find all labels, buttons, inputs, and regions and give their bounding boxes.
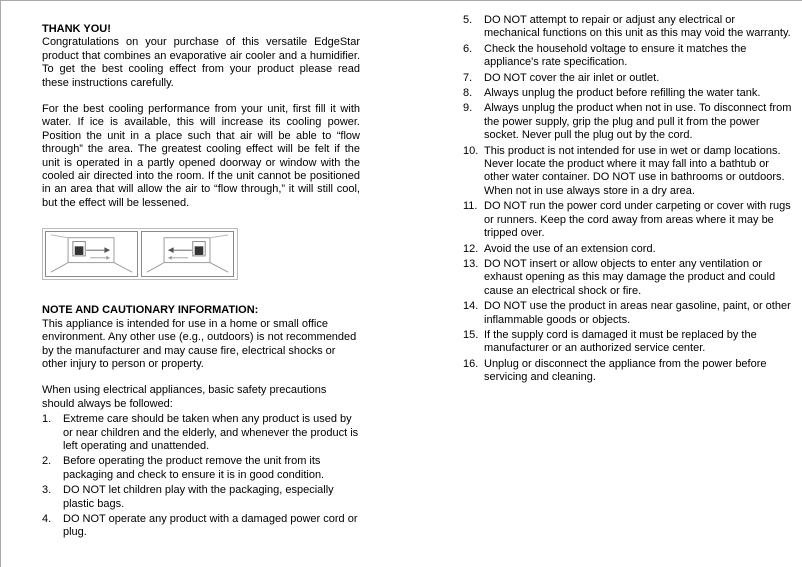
safety-item-4 [42,513,360,540]
safety-item-text: DO NOT insert or allow objects to enter any ventilation or exhaust opening as this may damage the product and could cause an electrical shock or fire. [484,257,776,297]
safety-item-2 [42,455,360,482]
safety-item-number: 13. [463,257,479,270]
safety-item-number: 6. [463,42,473,55]
safety-item-text: If the supply cord is damaged it must be replaced by the manufacturer or an authorized service center. [484,328,757,355]
precautions-intro: When using electrical appliances, basic safety precautions should always be followed: [42,384,327,410]
safety-item-text: DO NOT use the product in areas near gasoline, paint, or other inflammable goods or objects. [484,300,791,326]
safety-item-11 [463,200,793,240]
safety-item-number: 1. [42,413,52,426]
safety-item-5 [463,14,793,41]
safety-item-text: Unplug or disconnect the appliance from the power before servicing and cleaning. [484,357,767,384]
safety-item-number: 16. [463,357,479,370]
airflow-diagram-b-icon [141,231,234,277]
safety-list-1-4 [42,413,360,540]
left-column [42,23,360,542]
safety-item-number: 3. [42,484,52,497]
safety-item-13 [463,258,793,298]
safety-item-text: DO NOT cover the air inlet or outlet. [484,71,660,84]
safety-item-text: Always unplug the product when not in use. To disconnect from the power supply, grip the plug and pull it from the power socket. Never pull the plug out by the cord. [484,102,792,142]
safety-item-number: 5. [463,14,473,26]
safety-item-6 [463,43,793,70]
safety-item-15 [463,329,793,356]
safety-item-text: DO NOT attempt to repair or adjust any electrical or mechanical functions on this unit as this may void the warranty. [484,14,791,40]
thank-you-heading: THANK YOU! [42,23,111,35]
cooling-performance-paragraph: For the best cooling performance from your unit, first fill it with water. If ice is available, this will increase its cooling power. Position the unit in a place such that air will be able to “flow through” the area. The greatest cooling effect will be felt if the unit is operated in a partly opened doorway or window with the cooled air directed into the room. If the unit cannot be positioned in an area that will allow the air to “flow through,” it will still cool, but the effect will be lessened. [42,103,360,209]
safety-item-text: Before operating the product remove the unit from its packaging and check to ensure it is in good condition. [63,455,325,481]
note-paragraph: This appliance is intended for use in a home or small office environment. Any other use (e.g., outdoors) is not recommended by the manufacturer and may cause fire, electrical shocks or other injury to person or property. [42,317,357,370]
safety-item-text: This product is not intended for use in wet or damp locations. Never locate the product where it may fall into a bathtub or other water container. DO NOT use in bathrooms or outdoors. When not in use always store in a dry area. [484,144,785,197]
note-heading: NOTE AND CAUTIONARY INFORMATION: [42,304,259,317]
safety-item-number: 9. [463,102,473,115]
safety-item-text: Check the household voltage to ensure it matches the appliance's rate specification. [484,42,747,69]
safety-item-14 [463,300,793,327]
safety-item-text: Always unplug the product before refilling the water tank. [484,87,761,100]
safety-item-text: DO NOT run the power cord under carpeting or cover with rugs or runners. Keep the cord away from areas where it may be tripped over. [484,200,791,240]
safety-item-number: 10. [463,144,479,157]
airflow-placement-figure [42,228,238,280]
safety-item-number: 2. [42,455,52,468]
safety-item-3 [42,484,360,511]
safety-item-text: DO NOT operate any product with a damaged power cord or plug. [63,512,358,539]
right-column [463,12,793,387]
safety-item-8 [463,87,793,100]
safety-item-text: Avoid the use of an extension cord. [484,242,656,255]
safety-item-number: 11. [463,200,478,213]
safety-item-text: DO NOT let children play with the packaging, especially plastic bags. [63,484,334,510]
safety-item-16 [463,358,793,385]
safety-item-number: 15. [463,328,479,341]
safety-item-number: 7. [463,71,473,84]
safety-item-10 [463,145,793,199]
safety-item-number: 4. [42,512,52,525]
safety-item-number: 14. [463,300,479,313]
safety-list-5-16 [463,14,793,385]
safety-item-text: Extreme care should be taken when any product is used by or near children and the elderly, and whenever the product is left operating and unattended. [63,413,359,452]
airflow-diagram-a-icon [45,231,138,277]
safety-item-1 [42,413,360,453]
safety-item-12 [463,243,793,256]
safety-item-number: 8. [463,87,473,100]
safety-item-number: 12. [463,242,479,255]
safety-item-7 [463,72,793,85]
safety-item-9 [463,102,793,142]
intro-paragraph: Congratulations on your purchase of this versatile EdgeStar product that combines an evaporative air cooler and a humidifier. To get the best cooling effect from your product please read these instructions carefully. [42,36,360,89]
